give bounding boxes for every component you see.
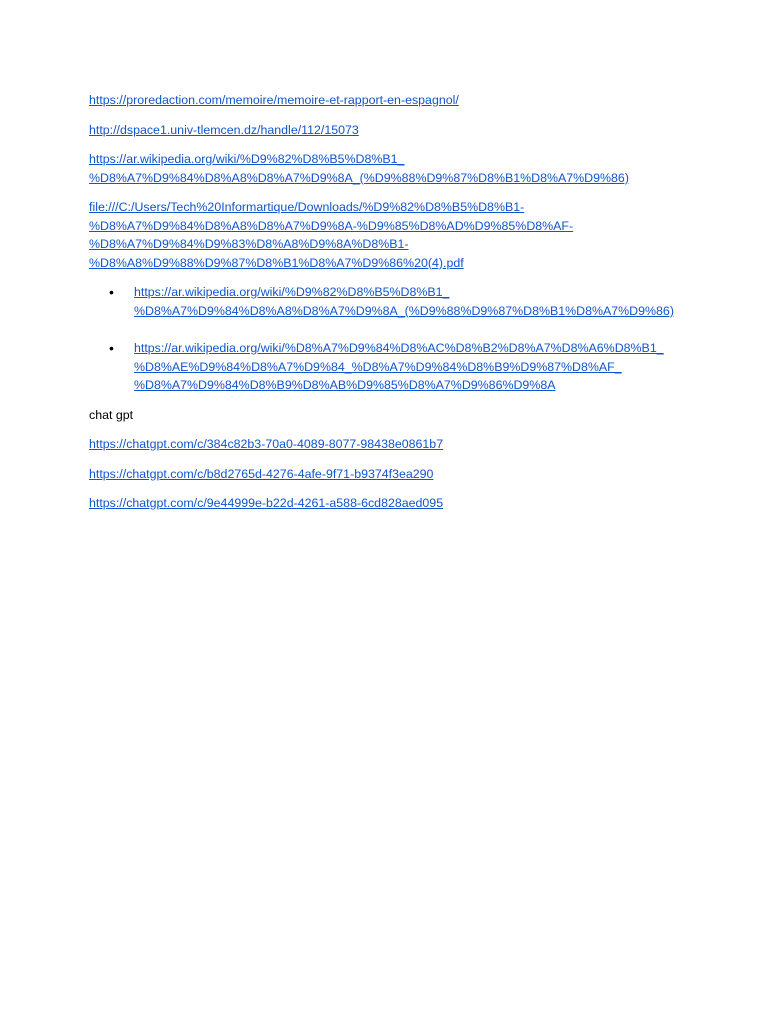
chatgpt-link-3[interactable]: https://chatgpt.com/c/9e44999e-b22d-4261-a588-6cd828aed095 — [89, 496, 444, 510]
bullet-dot-icon: • — [109, 340, 114, 356]
document-body — [89, 91, 689, 524]
chat-gpt-heading: chat gpt — [89, 407, 134, 422]
bullet-item-1[interactable] — [89, 283, 689, 320]
bullet-dot-icon: • — [109, 284, 114, 300]
bullet-item-2[interactable] — [89, 339, 689, 395]
hyperlink-proredaction[interactable]: https://proredaction.com/memoire/memoire-et-rapport-en-espagnol/ — [89, 93, 459, 107]
hyperlink-dspace[interactable]: http://dspace1.univ-tlemcen.dz/handle/112/15073 — [89, 122, 359, 137]
bullet-1-link-line-2[interactable]: %D8%A7%D9%84%D8%A8%D8%A7%D9%8A_(%D9%88%D9%87%D8%B1%D8%A7%D9%86) — [134, 303, 674, 318]
chat-link-paragraph-2[interactable] — [89, 465, 689, 484]
bullet-2-link-line-3[interactable]: %D8%A7%D9%84%D8%B9%D8%AB%D9%85%D8%A7%D9%86%D9%8A — [134, 378, 556, 392]
bullet-list — [89, 283, 689, 395]
bullet-1-link-line-1[interactable]: https://ar.wikipedia.org/wiki/%D9%82%D8%B5%D8%B1_ — [134, 285, 450, 299]
chat-link-paragraph-1[interactable] — [89, 435, 689, 454]
hyperlink-file-line-4[interactable]: %D8%A8%D9%88%D9%87%D8%B1%D8%A7%D9%86%20(4).pdf — [89, 255, 464, 270]
link-paragraph-2[interactable] — [89, 121, 689, 140]
bullet-2-link-line-1[interactable]: https://ar.wikipedia.org/wiki/%D8%A7%D9%84%D8%AC%D8%B2%D8%A7%D8%A6%D8%B1_ — [134, 341, 664, 355]
hyperlink-file-line-3[interactable]: %D8%A7%D9%84%D9%83%D8%A8%D9%8A%D8%B1- — [89, 237, 409, 251]
link-paragraph-3[interactable] — [89, 150, 689, 187]
chat-link-paragraph-3[interactable] — [89, 494, 689, 513]
chatgpt-link-1[interactable]: https://chatgpt.com/c/384c82b3-70a0-4089-8077-98438e0861b7 — [89, 437, 444, 451]
link-paragraph-1[interactable] — [89, 91, 689, 110]
hyperlink-wikipedia-line-2[interactable]: %D8%A7%D9%84%D8%A8%D8%A7%D9%8A_(%D9%88%D9%87%D8%B1%D8%A7%D9%86) — [89, 170, 629, 185]
chatgpt-link-2[interactable]: https://chatgpt.com/c/b8d2765d-4276-4afe-9f71-b9374f3ea290 — [89, 466, 434, 481]
hyperlink-file-line-2[interactable]: %D8%A7%D9%84%D8%A8%D8%A7%D9%8A-%D9%85%D8%AD%D9%85%D8%AF- — [89, 218, 574, 233]
hyperlink-wikipedia-line-1[interactable]: https://ar.wikipedia.org/wiki/%D9%82%D8%B5%D8%B1_ — [89, 152, 405, 166]
bullet-2-link-line-2[interactable]: %D8%AE%D9%84%D8%A7%D9%84_%D8%A7%D9%84%D8%B9%D9%87%D8%AF_ — [134, 359, 622, 374]
link-paragraph-4[interactable] — [89, 198, 689, 272]
hyperlink-file-line-1[interactable]: file:///C:/Users/Tech%20Informartique/Downloads/%D9%82%D8%B5%D8%B1- — [89, 200, 525, 214]
